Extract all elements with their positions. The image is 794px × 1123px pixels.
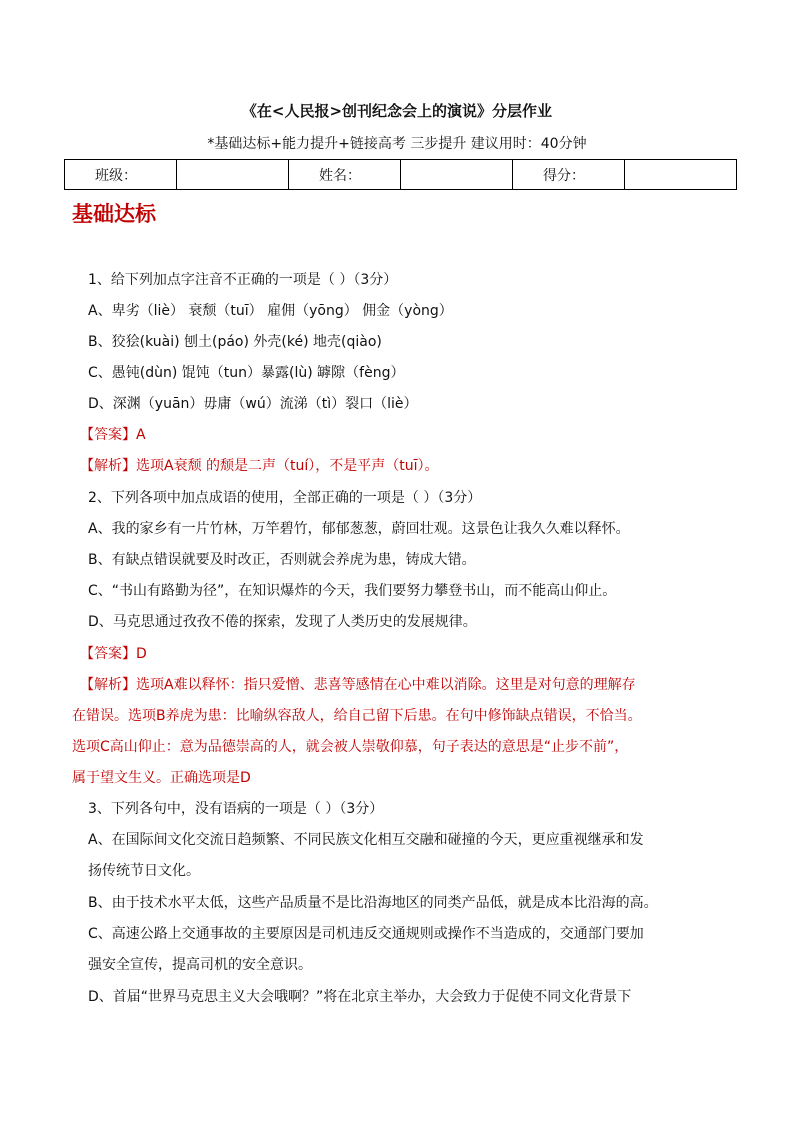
name-field[interactable] xyxy=(401,160,513,190)
q2-analysis-line-4: 属于望文生义。正确选项是D xyxy=(72,770,251,786)
q2-option-d: D、马克思通过孜孜不倦的探索，发现了人类历史的发展规律。 xyxy=(88,614,477,630)
student-info-table xyxy=(64,159,737,190)
q2-stem: 2、下列各项中加点成语的使用，全部正确的一项是（ ）（3分） xyxy=(88,490,482,506)
score-label: 得分： xyxy=(513,160,625,190)
class-label: 班级： xyxy=(65,160,177,190)
document-title: 《在<人民报>创刊纪念会上的演说》分层作业 xyxy=(241,102,553,120)
q3-option-c-line-1: C、高速公路上交通事故的主要原因是司机违反交通规则或操作不当造成的，交通部门要加 xyxy=(88,926,644,942)
q3-option-b: B、由于技术水平太低，这些产品质量不是比沿海地区的同类产品低，就是成本比沿海的高。 xyxy=(88,895,658,911)
q1-option-b: B、狡狯(kuài) 刨土(páo) 外壳(ké) 地壳(qiào) xyxy=(88,334,382,350)
q3-option-c-line-2: 强安全宣传，提高司机的安全意识。 xyxy=(88,957,312,973)
q2-analysis-line-1: 【解析】选项A难以释怀：指只爱憎、悲喜等感情在心中难以消除。这里是对句意的理解存 xyxy=(80,677,636,693)
document-subtitle: *基础达标+能力提升+链接高考 三步提升 建议用时：40分钟 xyxy=(207,136,587,152)
q2-answer: 【答案】D xyxy=(80,646,147,662)
q3-stem: 3、下列各句中，没有语病的一项是（ ）（3分） xyxy=(88,801,384,817)
q1-option-c: C、愚钝(dùn) 馄饨（tun）暴露(lù) 罅隙（fèng） xyxy=(88,365,405,381)
q2-option-c: C、“书山有路勤为径”，在知识爆炸的今天，我们要努力攀登书山，而不能高山仰止。 xyxy=(88,583,617,599)
q3-option-d-line-1: D、首届“世界马克思主义大会哦啊？”将在北京主举办，大会致力于促使不同文化背景下 xyxy=(88,989,632,1005)
q1-answer: 【答案】A xyxy=(80,427,146,443)
q2-analysis-line-2: 在错误。选项B养虎为患：比喻纵容敌人，给自己留下后患。在句中修饰缺点错误，不恰当。 xyxy=(72,708,642,724)
q3-option-a-line-1: A、在国际间文化交流日趋频繁、不同民族文化相互交融和碰撞的今天，更应重视继承和发 xyxy=(88,832,644,848)
q1-analysis: 【解析】选项A衰颓 的颓是二声（tuí），不是平声（tuī）。 xyxy=(80,458,439,474)
section-title: 基础达标 xyxy=(72,201,156,226)
score-field[interactable] xyxy=(625,160,737,190)
q2-option-a: A、我的家乡有一片竹林，万竿碧竹，郁郁葱葱，蔚回壮观。这景色让我久久难以释怀。 xyxy=(88,521,630,537)
q2-analysis-line-3: 选项C高山仰止：意为品德崇高的人，就会被人崇敬仰慕，句子表达的意思是“止步不前”， xyxy=(72,739,629,755)
q1-stem: 1、给下列加点字注音不正确的一项是（ ）（3分） xyxy=(88,272,398,288)
class-field[interactable] xyxy=(177,160,289,190)
q1-option-a: A、卑劣（liè） 衰颓（tuī） 雇佣（yōng） 佣金（yòng） xyxy=(88,303,453,319)
name-label: 姓名： xyxy=(289,160,401,190)
q2-option-b: B、有缺点错误就要及时改正，否则就会养虎为患，铸成大错。 xyxy=(88,552,476,568)
q1-option-d: D、深渊（yuān）毋庸（wú）流涕（tì）裂口（liè） xyxy=(88,396,418,412)
q3-option-a-line-2: 扬传统节日文化。 xyxy=(88,863,200,879)
